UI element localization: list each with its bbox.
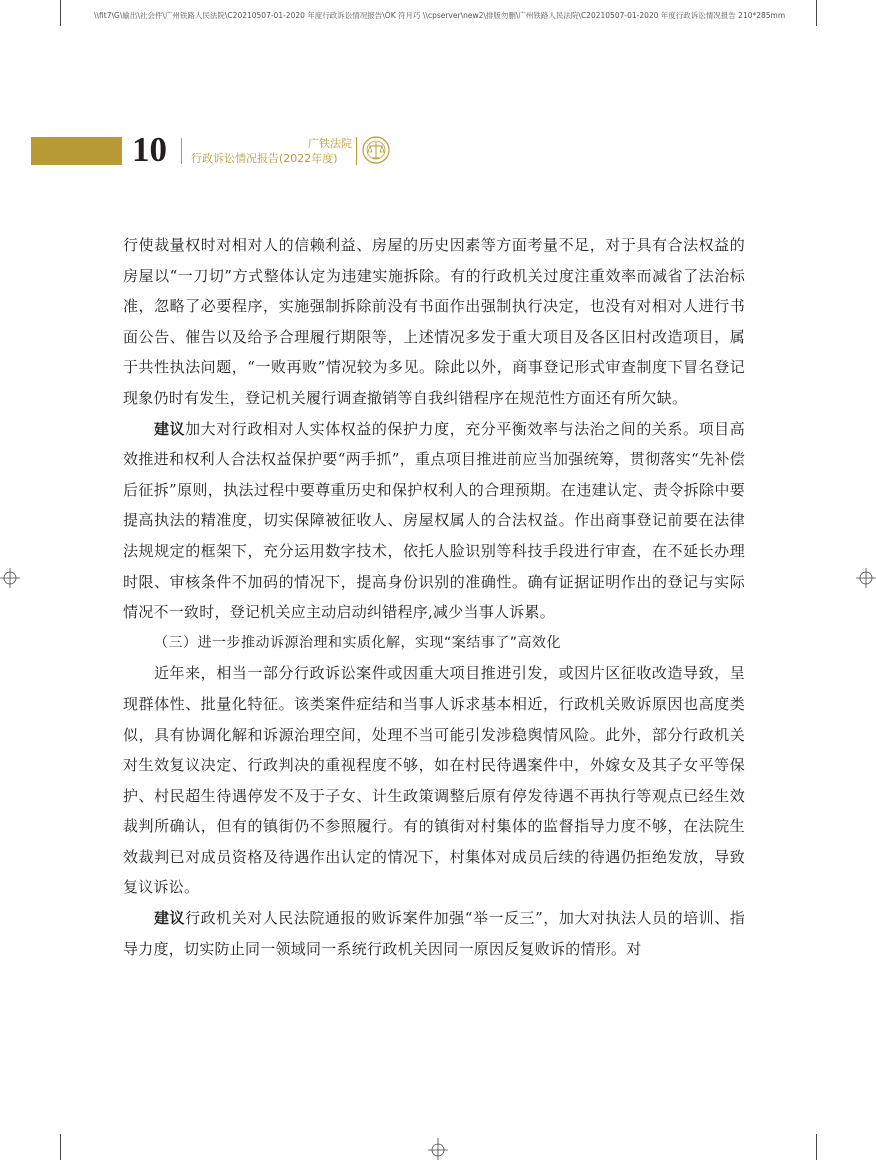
paragraph	[123, 414, 745, 628]
header-divider	[356, 137, 357, 165]
crop-mark	[816, 0, 817, 26]
recommendation-keyword: 建议	[154, 419, 186, 438]
print-info-line: \\fit7\G\输出\社会件\广州铁路人民法院\C20210507-01-2020 年度行政诉讼情况报告\OK 符月巧 \\cpserver\new2\排版勿删\广州铁路人民法院\C20210507-01-2020 年度行政诉讼情况报告 210*285mm	[94, 11, 786, 20]
court-emblem-icon	[361, 133, 391, 167]
paragraph: 行使裁量权时对相对人的信赖利益、房屋的历史因素等方面考量不足，对于具有合法权益的房屋以“一刀切”方式整体认定为违建实施拆除。有的行政机关过度注重效率而减省了法治标准，忽略了必要程序，实施强制拆除前没有书面作出强制执行决定，也没有对相对人进行书面公告、催告以及给予合理履行期限等，上述情况多发于重大项目及各区旧村改造项目，属于共性执法问题，“一败再败”情况较为多见。除此以外，商事登记形式审查制度下冒名登记现象仍时有发生，登记机关履行调查撤销等自我纠错程序在规范性方面还有所欠缺。	[123, 236, 745, 407]
recommendation-keyword: 建议	[154, 909, 186, 928]
report-title: 行政诉讼情况报告(2022年度)	[191, 152, 338, 165]
header-divider	[181, 138, 182, 164]
paragraph-text: 加大对行政相对人实体权益的保护力度，充分平衡效率与法治之间的关系。项目高效推进和权利人合法权益保护要“两手抓”，重点项目推进前应当加强统筹，贯彻落实“先补偿后征拆”原则，执法过程中要尊重历史和保护权利人的合理预期。在违建认定、责令拆除中要提高执法的精准度，切实保障被征收人、房屋权属人的合法权益。作出商事登记前要在法律法规规定的框架下，充分运用数字技术，依托人脸识别等科技手段进行审查，在不延长办理时限、审核条件不加码的情况下，提高身份识别的准确性。确有证据证明作出的登记与实际情况不一致时，登记机关应主动启动纠错程序,减少当事人诉累。	[123, 419, 745, 622]
court-name: 广铁法院	[308, 137, 352, 150]
registration-mark-left	[0, 566, 20, 590]
header-accent-bar	[31, 137, 122, 165]
crop-mark	[60, 0, 61, 26]
paragraph	[123, 903, 745, 964]
crop-mark	[60, 1134, 61, 1160]
paragraph: 近年来，相当一部分行政诉讼案件或因重大项目推进引发，或因片区征收改造导致，呈现群体性、批量化特征。该类案件症结和当事人诉求基本相近，行政机关败诉原因也高度类似，具有协调化解和诉源治理空间，处理不当可能引发涉稳舆情风险。此外，部分行政机关对生效复议决定、行政判决的重视程度不够，如在村民待遇案件中，外嫁女及其子女平等保护、村民超生待遇停发不及于子女、计生政策调整后原有停发待遇不再执行等观点已经生效裁判所确认，但有的镇街仍不参照履行。有的镇街对村集体的监督指导力度不够，在法院生效裁判已对成员资格及待遇作出认定的情况下，村集体对成员后续的待遇仍拒绝发放，导致复议诉讼。	[123, 664, 745, 897]
body-text	[123, 230, 745, 964]
registration-mark-right	[856, 566, 876, 590]
registration-mark-bottom	[426, 1138, 450, 1160]
section-heading: （三）进一步推动诉源治理和实质化解，实现“案结事了”高效化	[154, 634, 562, 651]
crop-mark	[816, 1134, 817, 1160]
page-number: 10	[132, 130, 167, 169]
paragraph-text: 行政机关对人民法院通报的败诉案件加强“举一反三”，加大对执法人员的培训、指导力度，切实防止同一领域同一系统行政机关因同一原因反复败诉的情形。对	[123, 909, 745, 958]
